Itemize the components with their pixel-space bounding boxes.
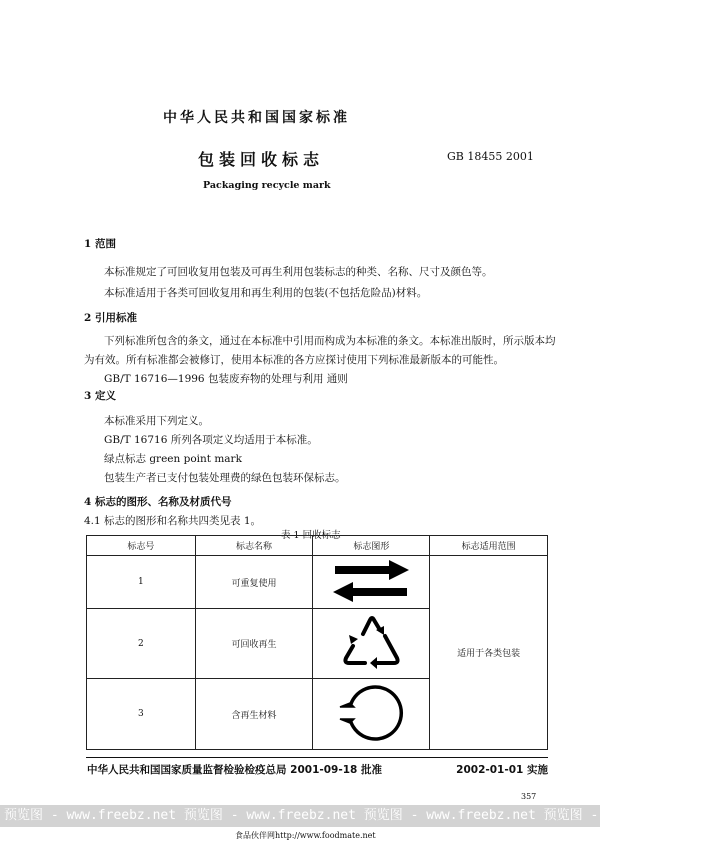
recycled-content-circle-icon: [313, 679, 430, 750]
section-3-heading: 3 定义: [84, 390, 116, 402]
paragraph: 4.1 标志的图形和名称共四类见表 1。: [84, 515, 262, 527]
paragraph: 本标准适用于各类可回收复用和再生利用的包装(不包括危险品)材料。: [104, 287, 428, 299]
recycle-mark-table: [86, 535, 548, 750]
page-number: 357: [521, 792, 537, 801]
watermark-banner: 预览图 - www.freebz.net 预览图 - www.freebz.net 预览图 - www.freebz.net 预览图 - www.freebz.net: [0, 805, 600, 827]
mark-name: 可回收再生: [195, 609, 313, 679]
mark-number: 3: [87, 679, 196, 750]
header-cell: 标志名称: [195, 536, 313, 556]
paragraph: 本标准规定了可回收复用包装及可再生利用包装标志的种类、名称、尺寸及颜色等。: [104, 266, 493, 278]
mark-name: 含再生材料: [195, 679, 313, 750]
mark-number: 1: [87, 556, 196, 609]
source-footer: 食品伙伴网http://www.foodmate.net: [235, 831, 376, 840]
paragraph: 包装生产者已支付包装处理费的绿色包装环保标志。: [104, 472, 346, 484]
approval-text: 中华人民共和国国家质量监督检验检疫总局 2001-09-18 批准: [87, 764, 382, 776]
paragraph: GB/T 16716 所列各项定义均适用于本标准。: [104, 434, 318, 446]
header-cell: 标志适用范围: [430, 536, 548, 556]
table-caption: 表 1 回收标志: [281, 530, 341, 541]
mark-number: 2: [87, 609, 196, 679]
english-title: Packaging recycle mark: [203, 180, 331, 191]
paragraph: 绿点标志 green point mark: [104, 453, 242, 465]
paragraph: GB/T 16716—1996 包装废弃物的处理与利用 通则: [104, 373, 348, 385]
recycle-triangle-icon: [313, 609, 430, 679]
paragraph: 下列标准所包含的条文，通过在本标准中引用而构成为本标准的条文。本标准出版时，所示版本均: [104, 335, 556, 347]
effective-date: 2002-01-01 实施: [456, 764, 548, 776]
header-cell: 标志图形: [313, 536, 430, 556]
section-4-heading: 4 标志的图形、名称及材质代号: [84, 496, 232, 508]
footer-divider: [86, 757, 548, 758]
header-cell: 标志号: [87, 536, 196, 556]
country-standard-heading: 中华人民共和国国家标准: [163, 110, 350, 126]
section-1-heading: 1 范围: [84, 238, 116, 250]
section-2-heading: 2 引用标准: [84, 312, 137, 324]
reuse-arrows-icon: [313, 556, 430, 609]
mark-name: 可重复使用: [195, 556, 313, 609]
page-title: 包装回收标志: [198, 150, 325, 169]
table-row: [87, 556, 548, 609]
paragraph: 为有效。所有标准都会被修订，使用本标准的各方应探讨使用下列标准最新版本的可能性。: [84, 354, 504, 366]
mark-scope: 适用于各类包装: [430, 556, 548, 750]
paragraph: 本标准采用下列定义。: [104, 415, 209, 427]
standard-code: GB 18455 2001: [447, 150, 534, 163]
